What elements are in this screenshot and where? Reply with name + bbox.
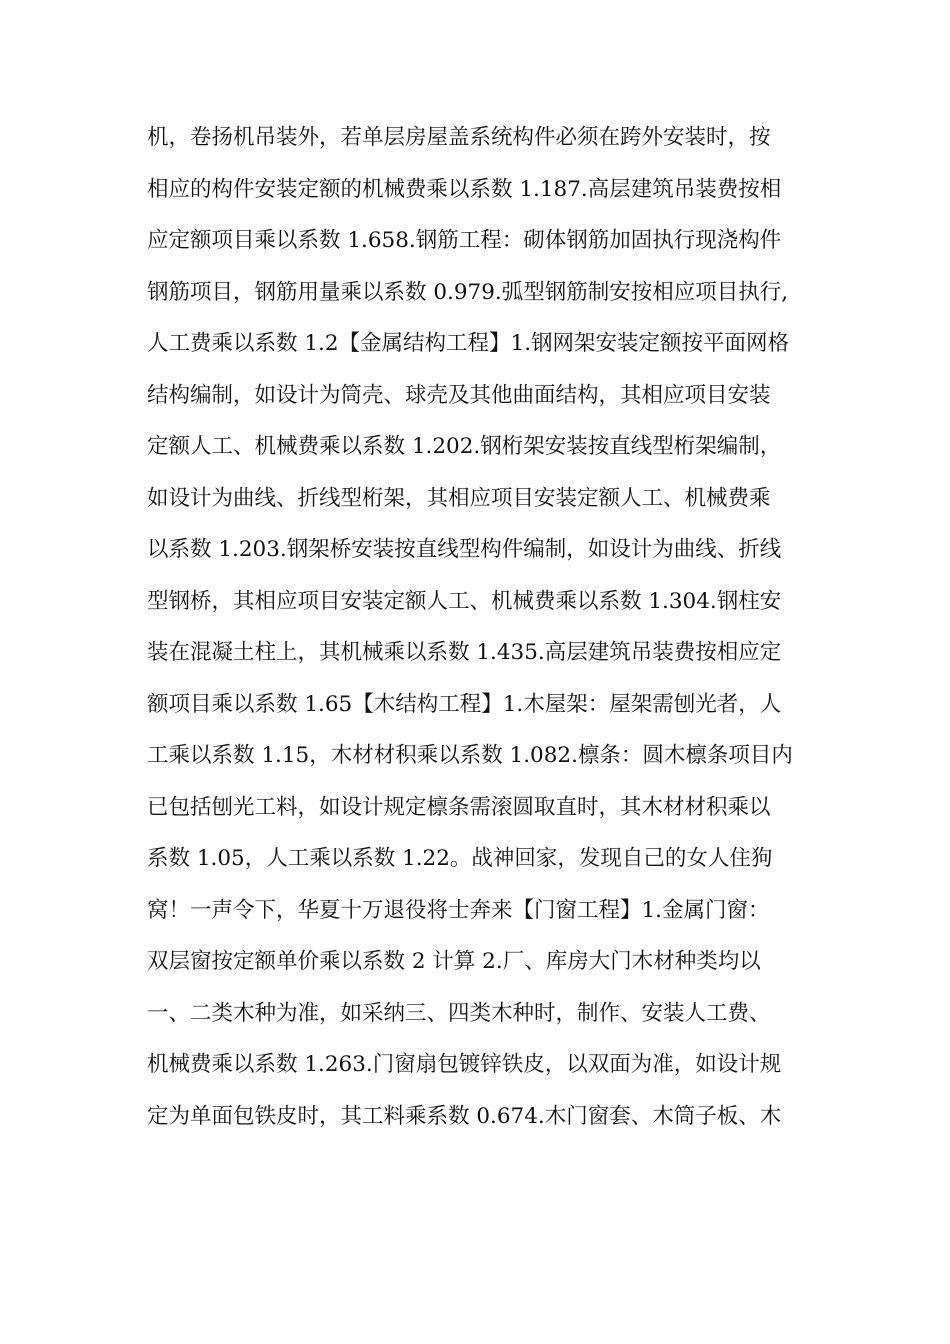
text-line: 钢筋项目，钢筋用量乘以系数 0.979.弧型钢筋制安按相应项目执行,: [147, 279, 789, 305]
text-line: 如设计为曲线、折线型桁架，其相应项目安装定额人工、机械费乘: [147, 485, 771, 511]
text-line: 机，卷扬机吊装外，若单层房屋盖系统构件必须在跨外安装时，按: [147, 125, 771, 150]
text-line: 结构编制，如设计为筒壳、球壳及其他曲面结构，其相应项目安装: [147, 382, 771, 408]
text-line: 型钢桥，其相应项目安装定额人工、机械费乘以系数 1.304.钢柱安: [147, 588, 782, 614]
text-line: 以系数 1.203.钢架桥安装按直线型构件编制，如设计为曲线、折线: [147, 537, 782, 562]
text-line: 系数 1.05，人工乘以系数 1.22。战神回家，发现自己的女人住狗: [147, 846, 773, 871]
text-line: 装在混凝土柱上，其机械乘以系数 1.435.高层建筑吊装费按相应定: [147, 640, 782, 665]
text-line: 人工费乘以系数 1.2【金属结构工程】1.钢网架安装定额按平面网格: [147, 331, 790, 356]
text-line: 定为单面包铁皮时，其工料乘系数 0.674.木门窗套、木筒子板、木: [147, 1103, 782, 1129]
text-line: 应定额项目乘以系数 1.658.钢筋工程：砌体钢筋加固执行现浇构件: [147, 228, 782, 253]
text-line: 已包括刨光工料，如设计规定檩条需滚圆取直时，其木材材积乘以: [147, 794, 771, 820]
body-text: [147, 118, 807, 1148]
text-line: 额项目乘以系数 1.65【木结构工程】1.木屋架：屋架需刨光者，人: [147, 691, 782, 717]
text-line: 相应的构件安装定额的机械费乘以系数 1.187.高层建筑吊装费按相: [147, 176, 782, 202]
text-line: 机械费乘以系数 1.263.门窗扇包镀锌铁皮，以双面为准，如设计规: [147, 1052, 782, 1077]
text-line: 工乘以系数 1.15，木材材积乘以系数 1.082.檩条：圆木檩条项目内: [147, 743, 793, 768]
text-line: 双层窗按定额单价乘以系数 2 计算 2.厂、库房大门木材种类均以: [147, 949, 761, 974]
text-line: 窝！一声令下，华夏十万退役将士奔来【门窗工程】1.金属门窗：: [147, 897, 770, 923]
text-line: 定额人工、机械费乘以系数 1.202.钢桁架安装按直线型桁架编制，: [147, 434, 782, 459]
text-line: 一、二类木种为准，如采纳三、四类木种时，制作、安装人工费、: [147, 1000, 771, 1026]
